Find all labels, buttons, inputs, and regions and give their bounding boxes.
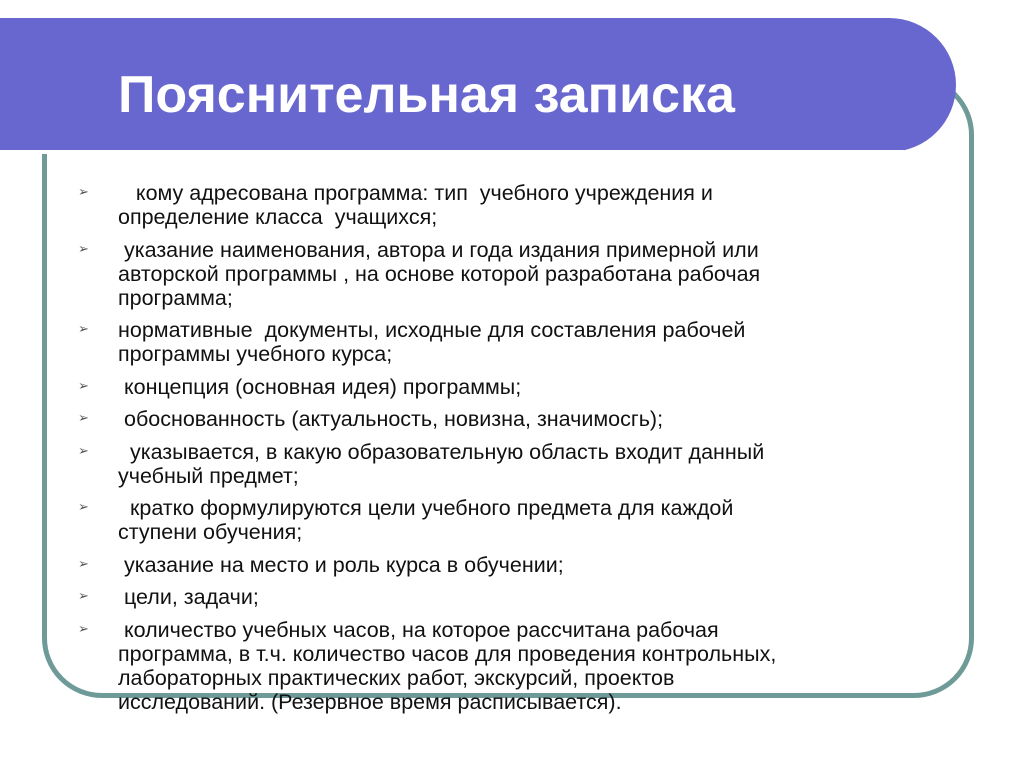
bullet-text: указывается, в какую образовательную область входит данный учебный предмет; — [118, 439, 765, 488]
title-bar — [0, 18, 956, 152]
bullet-text: количество учебных часов, на которое рассчитана рабочая программа, в т.ч. количество часов для проведения контрольных, лабораторных практических работ, экскурсий, проектов исследований. (Резервное время расписывается). — [118, 617, 777, 714]
bullet-text: указание на место и роль курса в обучении; — [118, 552, 564, 577]
arrowhead-bullet-icon: ➢ — [78, 378, 89, 394]
bullet-text: кому адресована программа: тип учебного учреждения и определение класса учащихся; — [118, 181, 713, 229]
bullet-item — [78, 496, 938, 544]
arrowhead-bullet-icon: ➢ — [78, 556, 89, 572]
bullet-list — [78, 181, 938, 722]
arrowhead-bullet-icon: ➢ — [78, 589, 89, 604]
bullet-text: нормативные документы, исходные для составления рабочей программы учебного курса; — [118, 318, 746, 366]
title-underline — [0, 150, 904, 154]
bullet-item — [78, 440, 938, 488]
arrowhead-bullet-icon: ➢ — [78, 185, 89, 200]
arrowhead-bullet-icon: ➢ — [78, 411, 89, 426]
bullet-text: концепция (основная идея) программы; — [118, 374, 522, 399]
bullet-text: кратко формулируются цели учебного предмета для каждой ступени обучения; — [118, 496, 734, 544]
bullet-text: указание наименования, автора и года издания примерной или авторской программы , на основе которой разработана рабочая программа; — [118, 237, 761, 310]
arrowhead-bullet-icon: ➢ — [78, 621, 89, 637]
arrowhead-bullet-icon: ➢ — [78, 443, 89, 459]
bullet-item — [78, 318, 938, 366]
arrowhead-bullet-icon: ➢ — [78, 241, 89, 257]
bullet-item — [78, 238, 938, 310]
bullet-text: цели, задачи; — [118, 585, 259, 609]
bullet-item — [78, 553, 938, 577]
bullet-item — [78, 585, 938, 609]
bullet-text: обоснованность (актуальность, новизна, значимосгь); — [118, 407, 664, 431]
slide-title: Пояснительная записка — [118, 66, 735, 124]
bullet-item — [78, 375, 938, 399]
bullet-item — [78, 618, 938, 714]
bullet-item — [78, 181, 938, 229]
bullet-item — [78, 407, 938, 431]
arrowhead-bullet-icon: ➢ — [78, 322, 89, 337]
arrowhead-bullet-icon: ➢ — [78, 500, 89, 515]
